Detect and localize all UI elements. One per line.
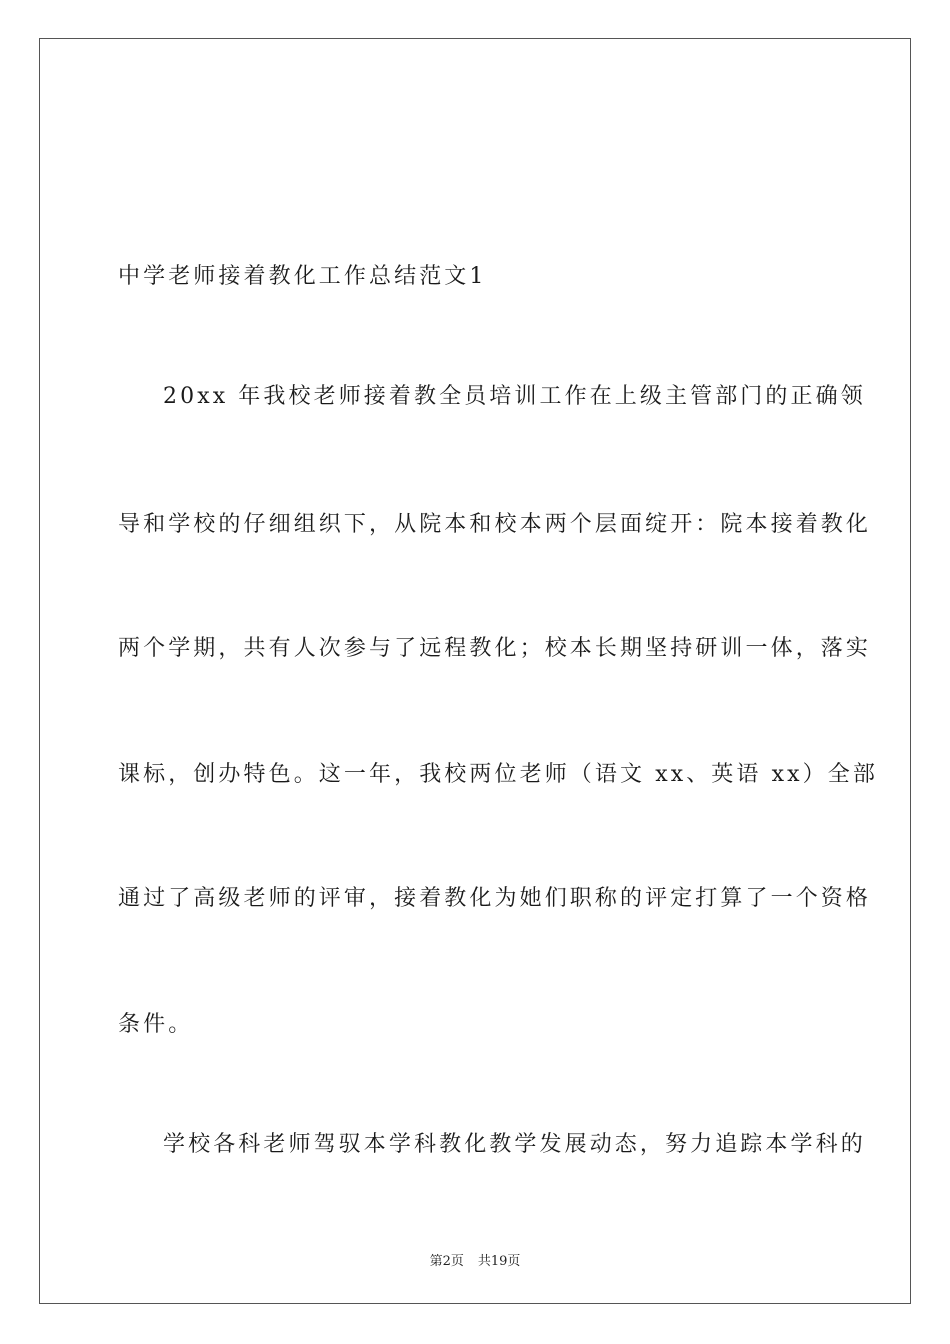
paragraph-1-line-5: 通过了高级老师的评审，接着教化为她们职称的评定打算了一个资格 (118, 886, 872, 911)
paragraph-2-line-1: 学校各科老师驾驭本学科教化教学发展动态，努力追踪本学科的 (163, 1132, 866, 1157)
page-number: 第2页 (429, 1254, 464, 1269)
page-border (39, 38, 911, 1304)
paragraph-1-line-2: 导和学校的仔细组织下，从院本和校本两个层面绽开：院本接着教化 (118, 512, 872, 537)
page-total: 共19页 (477, 1254, 521, 1269)
paragraph-1-line-3: 两个学期，共有人次参与了远程教化；校本长期坚持研训一体，落实 (118, 636, 872, 661)
page-footer (0, 1250, 950, 1269)
paragraph-1-line-6: 条件。 (118, 1012, 194, 1037)
document-title: 中学老师接着教化工作总结范文1 (118, 264, 487, 289)
paragraph-1-line-4: 课标，创办特色。这一年，我校两位老师（语文 xx、英语 xx）全部 (118, 762, 878, 787)
paragraph-1-line-1: 20xx 年我校老师接着教全员培训工作在上级主管部门的正确领 (163, 384, 866, 409)
